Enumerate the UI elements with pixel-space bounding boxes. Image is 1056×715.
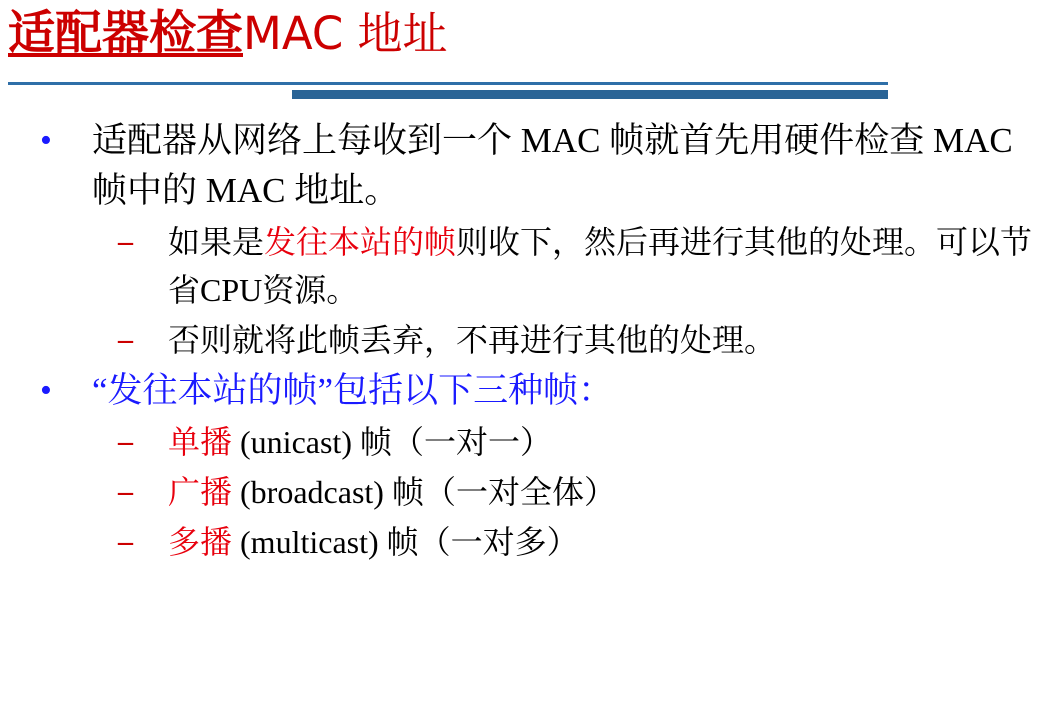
text-segment: “发往本站的帧”包括以下三种帧： [92,371,614,410]
text-segment: (broadcast) 帧（一对全体） [232,474,616,510]
text-segment: (multicast) 帧（一对多） [232,524,579,560]
bullet-marker: • [40,372,52,409]
sub-bullet-item [0,468,1056,516]
divider-thin-bar [8,82,888,85]
sub-bullet-text [168,524,579,560]
text-segment: 否则就将此帧丢弃，不再进行其他的处理。 [168,322,777,358]
sub-bullet-item [0,316,1056,364]
bullet-text [92,371,613,410]
title-chinese: 适配器检查 [8,6,243,61]
title-divider [0,82,1056,102]
sub-bullet-text [168,424,552,460]
bullet-text [92,121,1013,210]
sub-bullet-text [168,224,1032,308]
slide-body [0,116,1056,568]
divider-thick-bar [292,90,888,99]
text-segment-highlight: 多播 [168,524,233,560]
sub-bullet-marker: – [118,475,133,508]
title-english: MAC 地址 [243,7,448,60]
sub-bullet-item [0,418,1056,466]
text-segment: 如果是 [168,224,265,260]
sub-bullet-item [0,518,1056,566]
sub-bullet-marker: – [118,323,133,356]
text-segment: (unicast) 帧（一对一） [232,424,552,460]
text-segment: 则收下，然后再进行其他的处理。可以节省CPU资源。 [168,224,1033,308]
bullet-item [0,366,1056,416]
text-segment-highlight: 广播 [168,474,233,510]
sub-bullet-marker: – [118,225,133,258]
sub-bullet-item [0,218,1056,314]
title-line [8,6,1048,62]
text-segment-highlight: 单播 [168,424,233,460]
text-segment: 适配器从网络上每收到一个 MAC 帧就首先用硬件检查 MAC 帧中的 MAC 地址。 [92,121,1013,210]
bullet-item [0,116,1056,216]
sub-bullet-text [168,474,616,510]
sub-bullet-marker: – [118,525,133,558]
sub-bullet-marker: – [118,425,133,458]
sub-bullet-text [168,322,776,358]
text-segment-highlight: 发往本站的帧 [264,224,457,260]
bullet-marker: • [40,122,52,159]
slide-title [8,6,1048,62]
